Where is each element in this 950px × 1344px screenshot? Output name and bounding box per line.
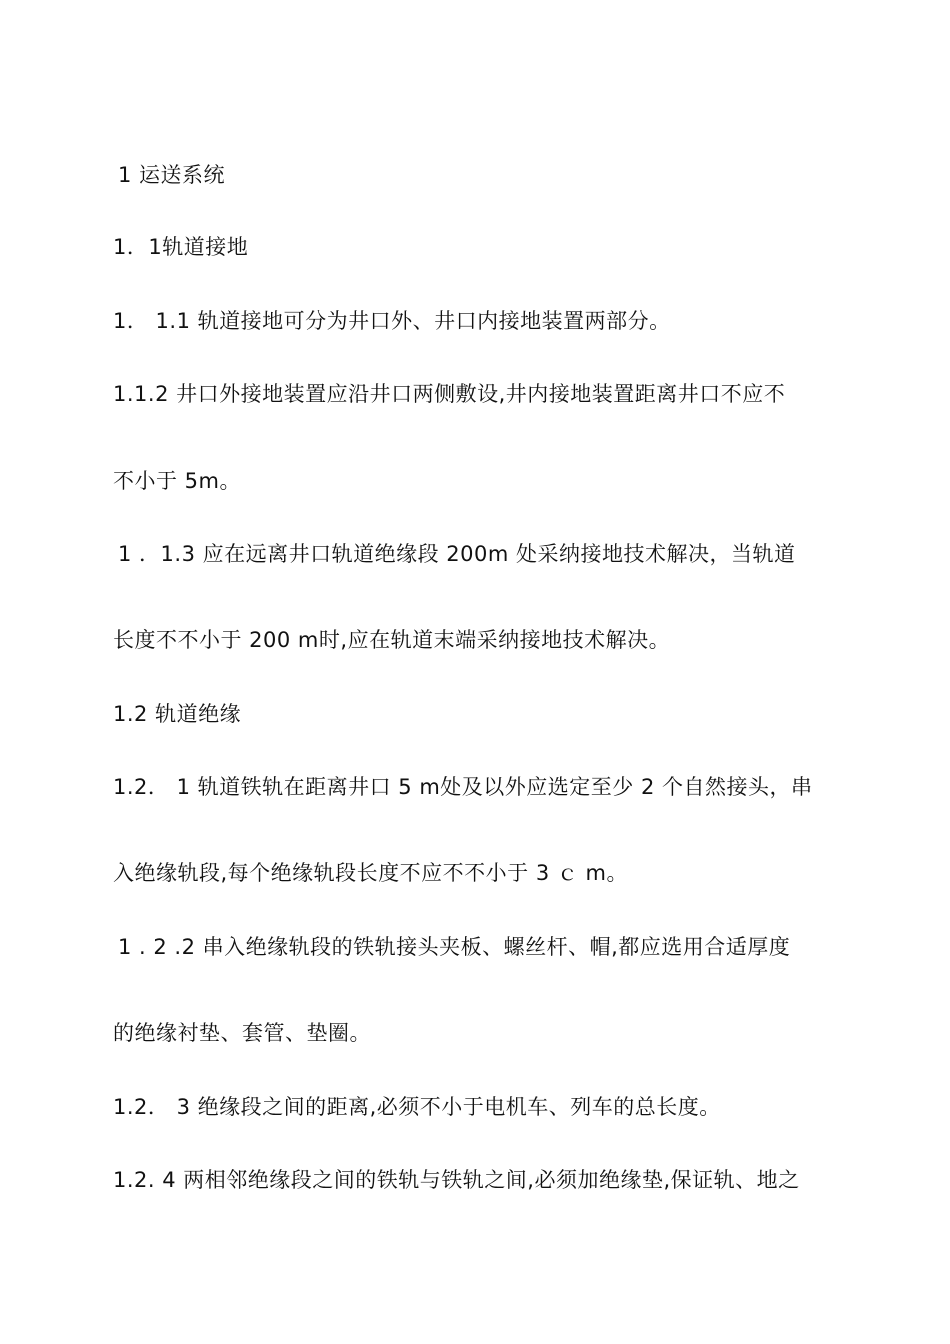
- paragraph-1-1-2-line-1: 1.1.2 井口外接地装置应沿井口两侧敷设,井内接地装置距离井口不应不: [113, 382, 786, 406]
- paragraph-1-2-1-line-2: 入绝缘轨段,每个绝缘轨段长度不应不不小于 3 ｃ m。: [113, 861, 629, 885]
- subsection-heading-1-1: 1．1轨道接地: [113, 235, 249, 259]
- paragraph-1-2-2-line-2: 的绝缘衬垫、套管、垫圈。: [113, 1021, 371, 1045]
- paragraph-1-2-1-line-1: 1.2． 1 轨道铁轨在距离井口 5 m处及以外应选定至少 2 个自然接头，串: [113, 775, 813, 799]
- subsection-heading-1-2: 1.2 轨道绝缘: [113, 702, 242, 726]
- paragraph-1-1-1: 1． 1.1 轨道接地可分为井口外、井口内接地装置两部分。: [113, 309, 671, 333]
- paragraph-1-1-3-line-2: 长度不不小于 200 m时,应在轨道末端采纳接地技术解决。: [113, 628, 671, 652]
- paragraph-1-1-2-line-2: 不小于 5m。: [113, 469, 241, 493]
- section-heading-1: 1 运送系统: [118, 163, 226, 187]
- paragraph-1-2-2-line-1: 1 . 2 .2 串入绝缘轨段的铁轨接头夹板、螺丝杆、帽,都应选用合适厚度: [118, 935, 791, 959]
- paragraph-1-1-3-line-1: 1 ．1.3 应在远离井口轨道绝缘段 200m 处采纳接地技术解决，当轨道: [118, 542, 796, 566]
- paragraph-1-2-3: 1.2． 3 绝缘段之间的距离,必须不小于电机车、列车的总长度。: [113, 1095, 721, 1119]
- paragraph-1-2-4-line-1: 1.2. 4 两相邻绝缘段之间的铁轨与铁轨之间,必须加绝缘垫,保证轨、地之: [113, 1168, 800, 1192]
